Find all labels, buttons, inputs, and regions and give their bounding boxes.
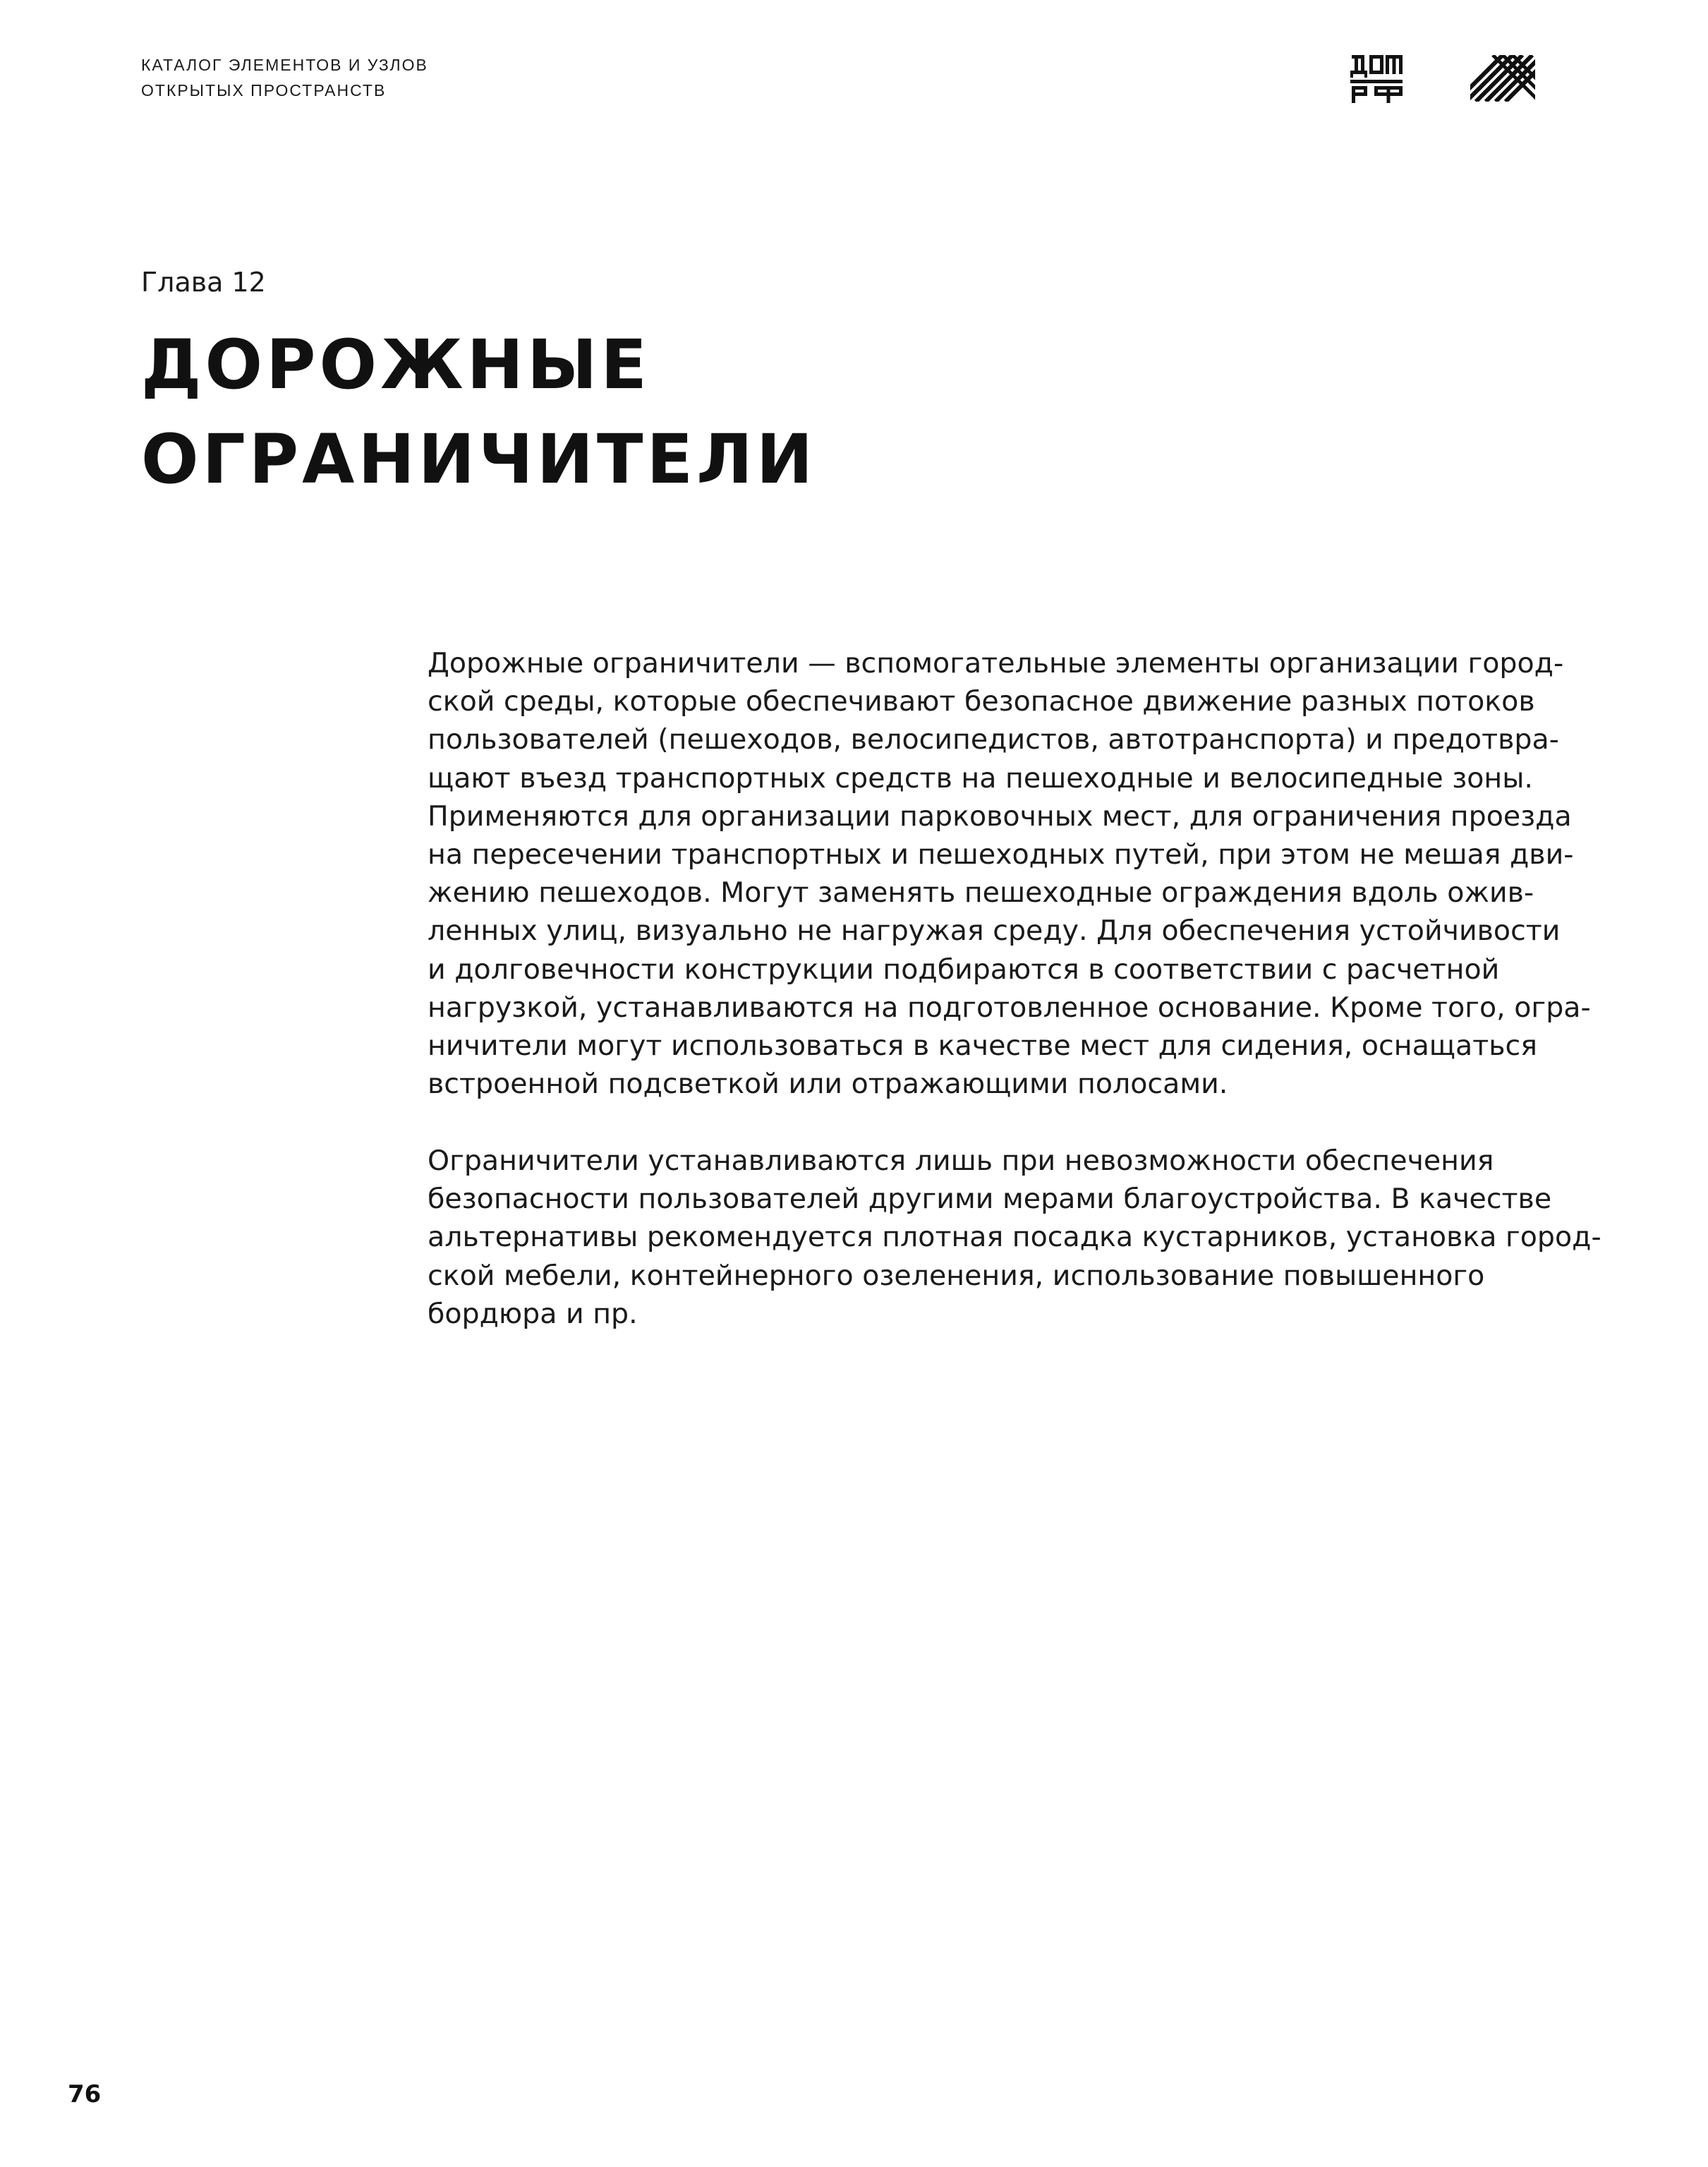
running-header	[141, 52, 428, 103]
dom-rf-logo-icon	[1350, 54, 1403, 103]
paragraph-1-line: Применяются для организации парковочных мест, для ограничения проезда	[428, 799, 1572, 833]
body-paragraph-2	[428, 1142, 1601, 1333]
paragraph-1-line: ской среды, которые обеспечивают безопасное движение разных потоков	[428, 685, 1535, 718]
paragraph-1-line: ничители могут использоваться в качестве мест для сидения, оснащаться	[428, 1030, 1537, 1063]
running-header-line-2: ОТКРЫТЫХ ПРОСТРАНСТВ	[141, 81, 387, 99]
paragraph-1-line: жению пешеходов. Могут заменять пешеходные ограждения вдоль ожив-	[428, 876, 1534, 910]
paragraph-2-line: альтернативы рекомендуется плотная посадка кустарников, установка город-	[428, 1221, 1601, 1254]
paragraph-1-line: и долговечности конструкции подбираются в соответствии с расчетной	[428, 953, 1500, 986]
paragraph-1-line: щают въезд транспортных средств на пешеходные и велосипедные зоны.	[428, 761, 1533, 795]
chapter-label: Глава 12	[141, 267, 266, 298]
paragraph-2-line: ской мебели, контейнерного озеленения, использование повышенного	[428, 1259, 1485, 1292]
running-header-line-1: КАТАЛОГ ЭЛЕМЕНТОВ И УЗЛОВ	[141, 56, 428, 74]
paragraph-2-line: безопасности пользователей другими мерами благоустройства. В качестве	[428, 1183, 1552, 1216]
paragraph-2-line: Ограничители устанавливаются лишь при невозможности обеспечения	[428, 1145, 1494, 1177]
paragraph-1-line: нагрузкой, устанавливаются на подготовленное основание. Кроме того, огра-	[428, 991, 1591, 1024]
hatch-pattern-logo-icon	[1470, 55, 1535, 102]
paragraph-2-line: бордюра и пр.	[428, 1297, 638, 1330]
chapter-title	[141, 318, 816, 507]
chapter-title-line-1: ДОРОЖНЫЕ	[141, 325, 650, 404]
body-paragraph-1	[428, 644, 1591, 1103]
paragraph-1-line: встроенной подсветкой или отражающими полосами.	[428, 1068, 1228, 1101]
paragraph-1-line: ленных улиц, визуально не нагружая среду. Для обеспечения устойчивости	[428, 915, 1561, 948]
paragraph-1-line: пользователей (пешеходов, велосипедистов, автотранспорта) и предотвра-	[428, 723, 1559, 756]
paragraph-1-line: Дорожные ограничители — вспомогательные элементы организации город-	[428, 647, 1564, 680]
chapter-title-line-2: ОГРАНИЧИТЕЛИ	[141, 420, 817, 499]
paragraph-1-line: на пересечении транспортных и пешеходных путей, при этом не мешая дви-	[428, 838, 1574, 871]
page-number: 76	[68, 2080, 102, 2108]
